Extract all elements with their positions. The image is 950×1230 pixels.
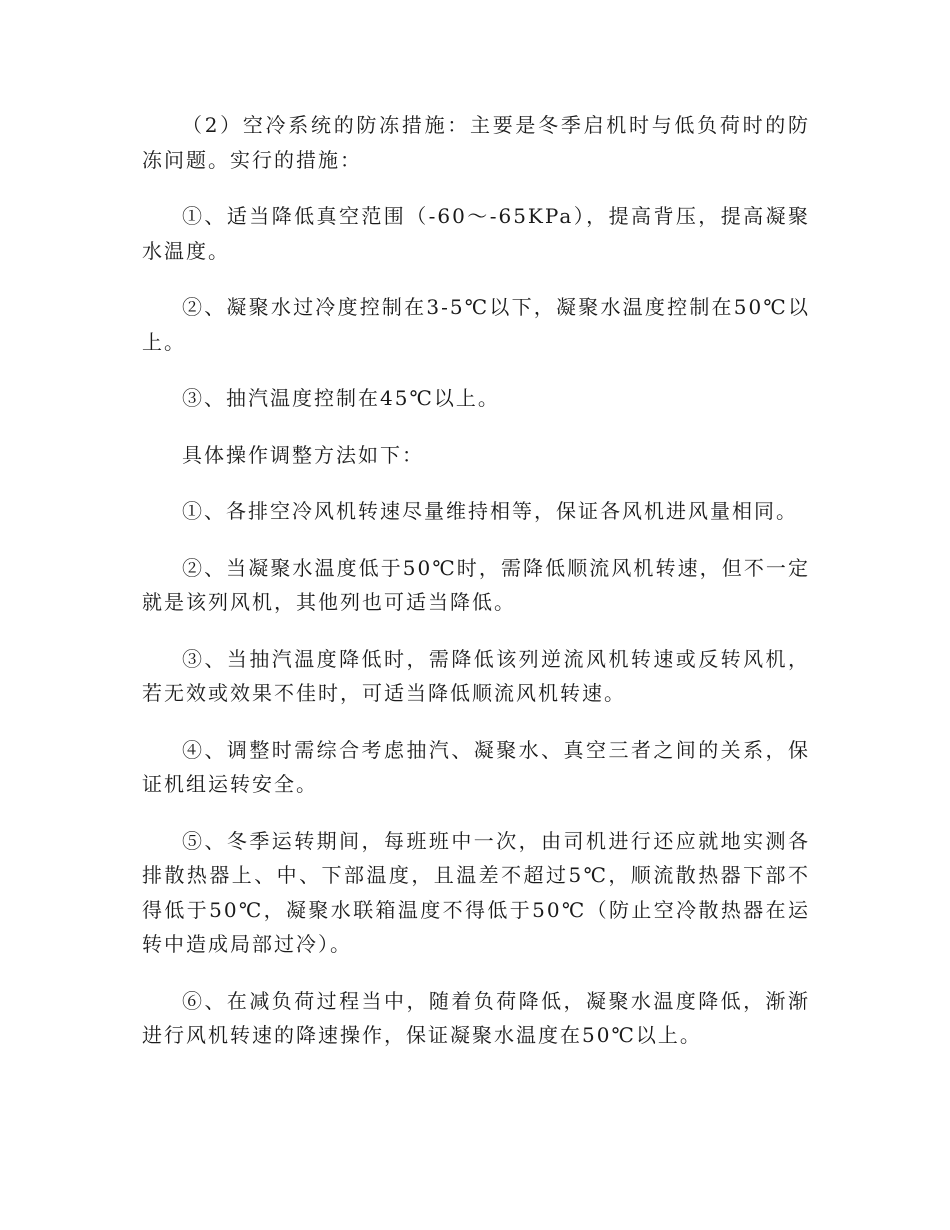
paragraph-measure-2: ②、凝聚水过冷度控制在3-5℃以下，凝聚水温度控制在50℃以上。: [142, 295, 810, 354]
paragraph-operation-2: ②、当凝聚水温度低于50℃时，需降低顺流风机转速，但不一定就是该列风机，其他列也可适当降低。: [142, 555, 810, 614]
paragraph-operation-6: ⑥、在减负荷过程当中，随着负荷降低，凝聚水温度降低，渐渐进行风机转速的降速操作，保证凝聚水温度在50℃以上。: [142, 988, 810, 1047]
paragraph-operation-3: ③、当抽汽温度降低时，需降低该列逆流风机转速或反转风机，若无效或效果不佳时，可适当降低顺流风机转速。: [142, 646, 810, 705]
paragraph-antifreeze-intro: （2）空冷系统的防冻措施：主要是冬季启机时与低负荷时的防冻问题。实行的措施：: [142, 113, 810, 172]
paragraph-operation-5: ⑤、冬季运转期间，每班班中一次，由司机进行还应就地实测各排散热器上、中、下部温度，且温差不超过5℃，顺流散热器下部不得低于50℃，凝聚水联箱温度不得低于50℃（防止空冷散热器在运转中造成局部过冷）。: [142, 828, 810, 956]
paragraph-operation-heading: 具体操作调整方法如下：: [182, 442, 424, 467]
paragraph-operation-1: ①、各排空冷风机转速尽量维持相等，保证各风机进风量相同。: [182, 499, 798, 523]
paragraph-measure-1: ①、适当降低真空范围（-60～-65KPa），提高背压，提高凝聚水温度。: [142, 204, 810, 263]
document-body: [142, 108, 810, 1075]
paragraph-operation-4: ④、调整时需综合考虑抽汽、凝聚水、真空三者之间的关系，保证机组运转安全。: [142, 737, 810, 796]
paragraph-measure-3: ③、抽汽温度控制在45℃以上。: [182, 386, 500, 410]
